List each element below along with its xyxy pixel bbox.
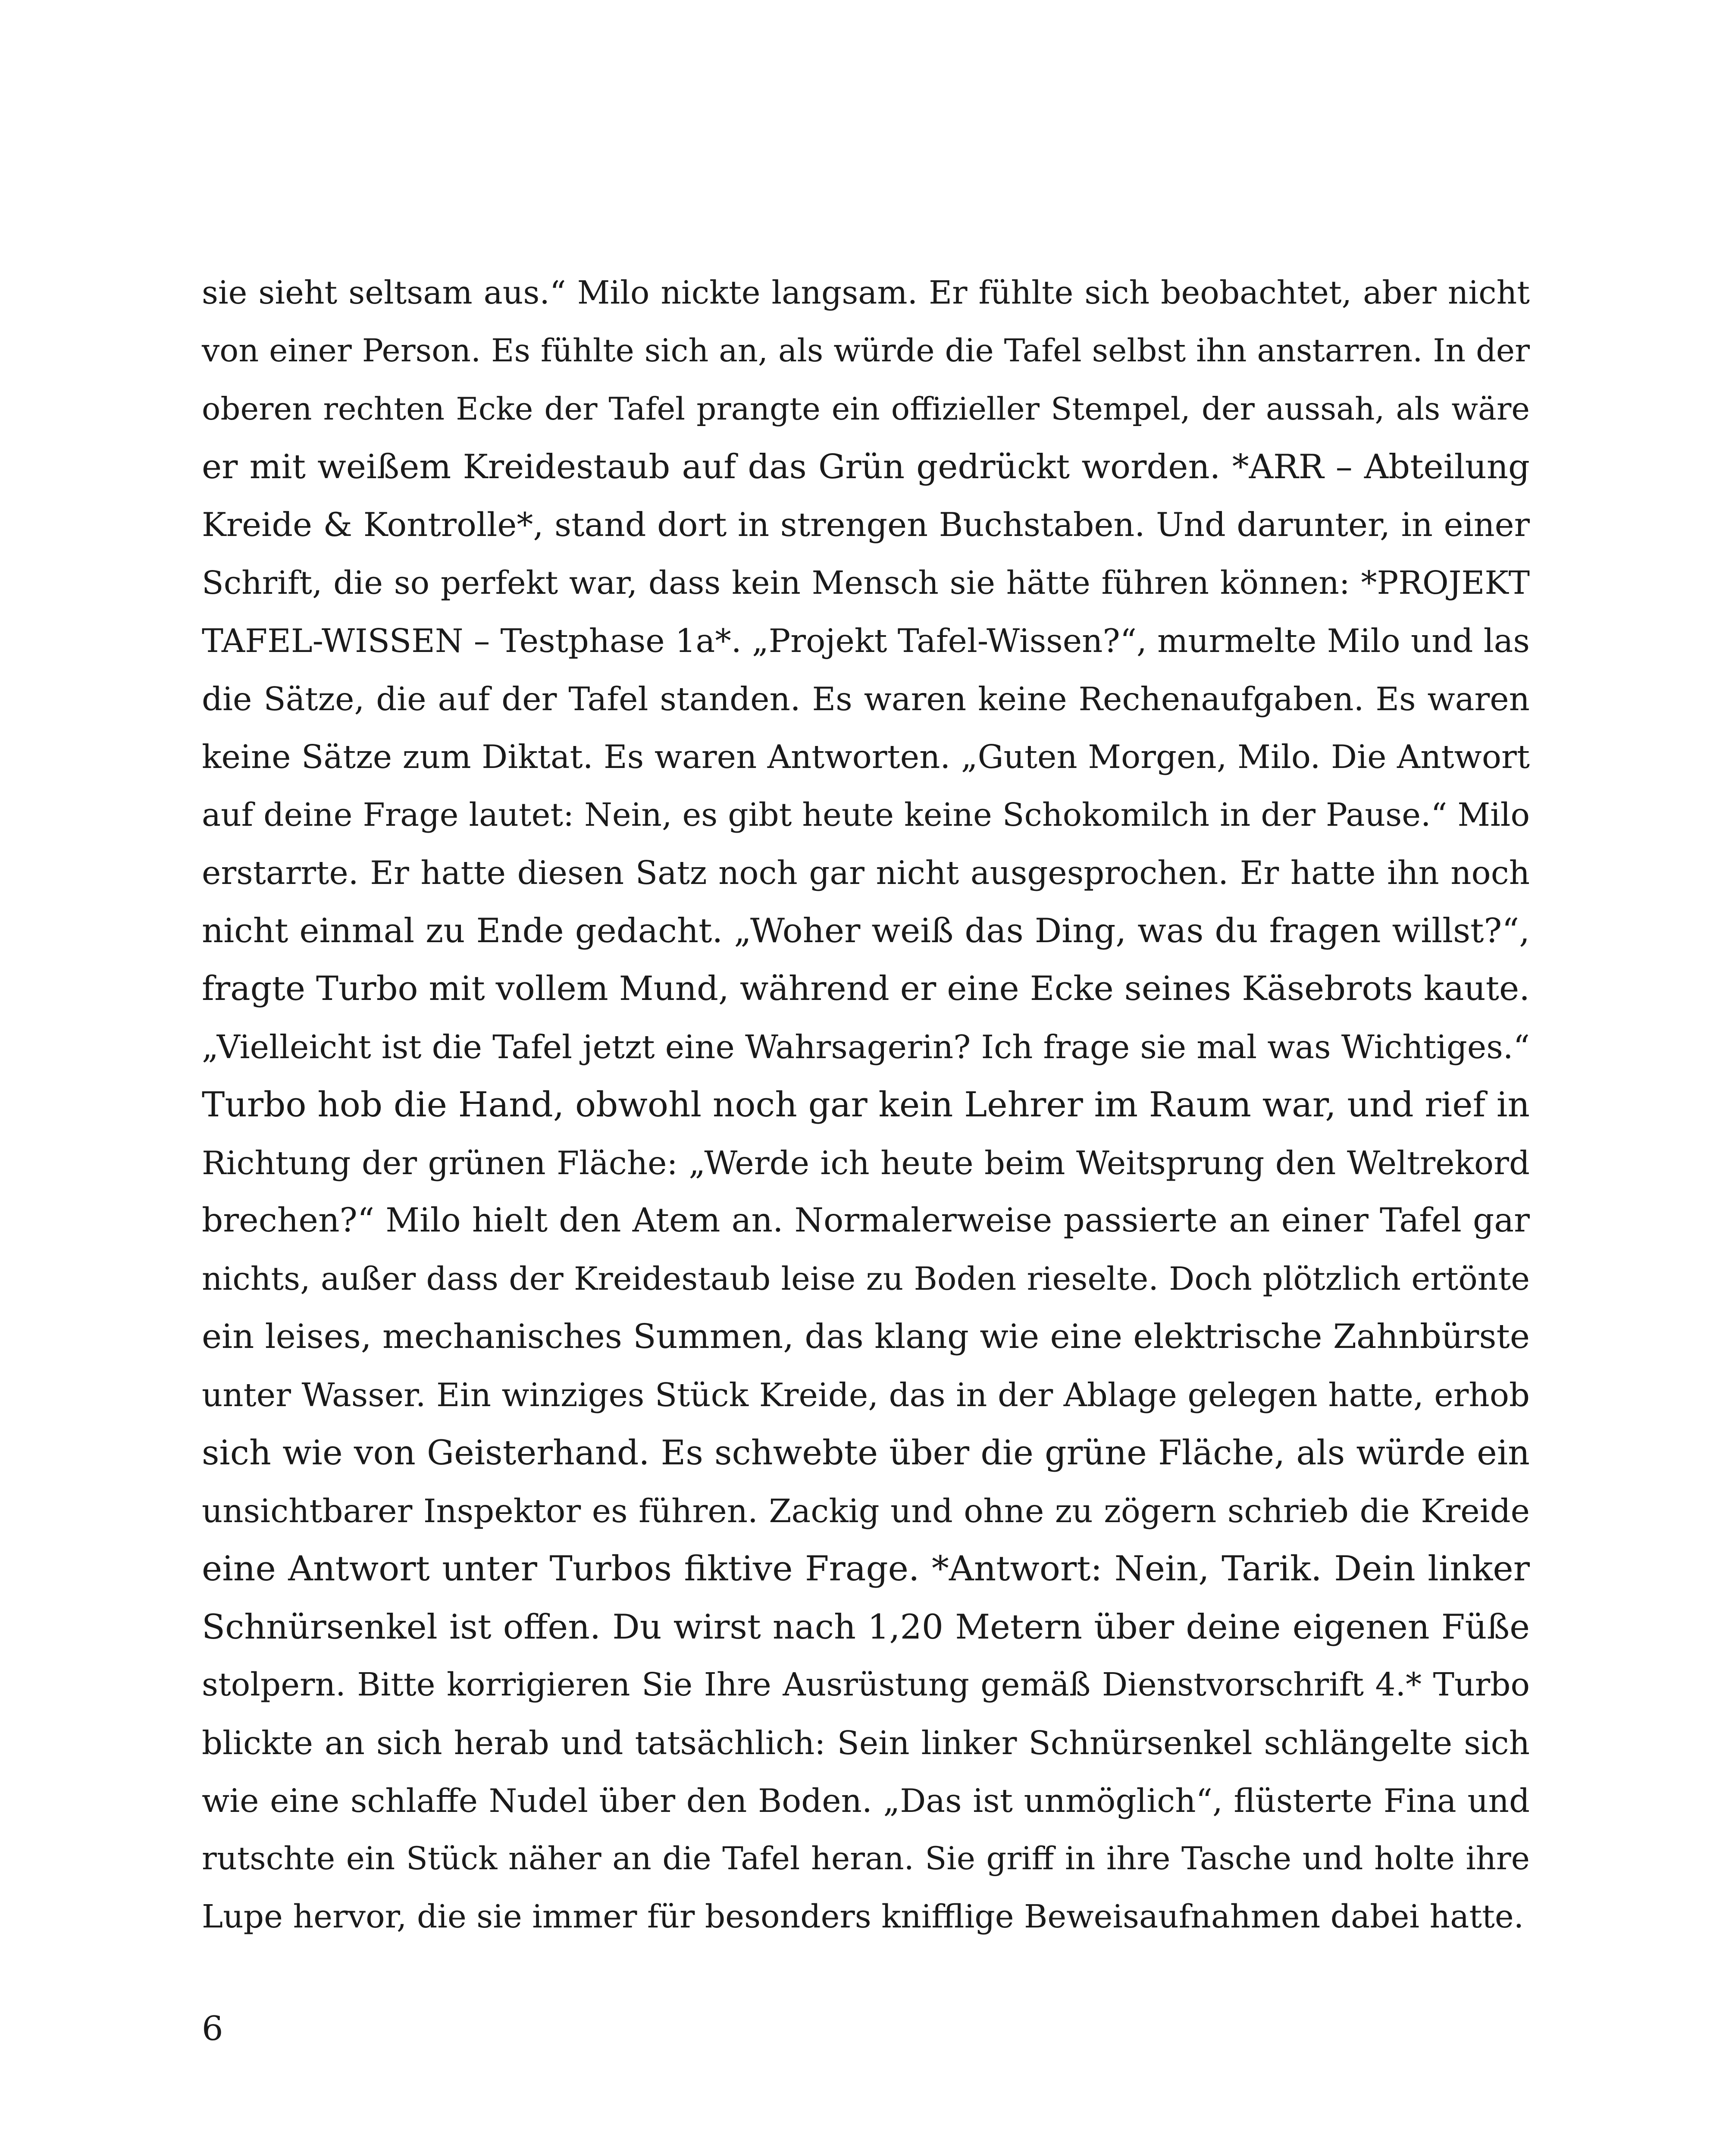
text-line: brechen?“ Milo hielt den Atem an. Normalerweise passierte an einer Tafel gar xyxy=(202,1201,1530,1240)
page-number: 6 xyxy=(202,2009,223,2048)
text-line: TAFEL-WISSEN – Testphase 1a*. „Projekt Tafel-Wissen?“, murmelte Milo und las xyxy=(202,622,1530,660)
text-line: Richtung der grünen Fläche: „Werde ich heute beim Weitsprung den Weltrekord xyxy=(202,1144,1530,1182)
text-line: die Sätze, die auf der Tafel standen. Es waren keine Rechenaufgaben. Es waren xyxy=(202,680,1530,718)
text-line: Lupe hervor, die sie immer für besonders knifflige Beweisaufnahmen dabei hatte. xyxy=(202,1898,1524,1935)
text-line: rutschte ein Stück näher an die Tafel heran. Sie griff in ihre Tasche und holte ihre xyxy=(202,1840,1530,1877)
text-line: fragte Turbo mit vollem Mund, während er eine Ecke seines Käsebrots kaute. xyxy=(202,969,1530,1008)
text-line: nichts, außer dass der Kreidestaub leise zu Boden rieselte. Doch plötzlich ertönte xyxy=(202,1260,1530,1297)
text-line: sie sieht seltsam aus.“ Milo nickte langsam. Er fühlte sich beobachtet, aber nicht xyxy=(202,274,1530,311)
text-line: ein leises, mechanisches Summen, das klang wie eine elektrische Zahnbürste xyxy=(202,1317,1530,1356)
text-line: er mit weißem Kreidestaub auf das Grün gedrückt worden. *ARR – Abteilung xyxy=(202,447,1530,486)
text-line: nicht einmal zu Ende gedacht. „Woher weiß das Ding, was du fragen willst?“, xyxy=(202,911,1530,950)
text-line: Schnürsenkel ist offen. Du wirst nach 1,20 Metern über deine eigenen Füße xyxy=(202,1607,1530,1647)
text-line: Schrift, die so perfekt war, dass kein Mensch sie hätte führen können: *PROJEKT xyxy=(202,564,1530,602)
text-line: wie eine schlaffe Nudel über den Boden. „Das ist unmöglich“, flüsterte Fina und xyxy=(202,1782,1530,1820)
text-line: von einer Person. Es fühlte sich an, als würde die Tafel selbst ihn anstarren. In der xyxy=(202,332,1530,369)
text-line: erstarrte. Er hatte diesen Satz noch gar nicht ausgesprochen. Er hatte ihn noch xyxy=(202,854,1530,892)
text-line: unsichtbarer Inspektor es führen. Zackig und ohne zu zögern schrieb die Kreide xyxy=(202,1492,1530,1530)
text-line: auf deine Frage lautet: Nein, es gibt heute keine Schokomilch in der Pause.“ Milo xyxy=(202,796,1530,834)
text-line: Turbo hob die Hand, obwohl noch gar kein Lehrer im Raum war, und rief in xyxy=(202,1084,1530,1125)
text-line: sich wie von Geisterhand. Es schwebte über die grüne Fläche, als würde ein xyxy=(202,1433,1530,1473)
text-line: unter Wasser. Ein winziges Stück Kreide, das in der Ablage gelegen hatte, erhob xyxy=(202,1376,1530,1414)
body-text xyxy=(202,264,1530,1946)
text-line: eine Antwort unter Turbos fiktive Frage. *Antwort: Nein, Tarik. Dein linker xyxy=(202,1548,1530,1589)
text-line: oberen rechten Ecke der Tafel prangte ein offizieller Stempel, der aussah, als wäre xyxy=(202,391,1530,427)
text-line: keine Sätze zum Diktat. Es waren Antworten. „Guten Morgen, Milo. Die Antwort xyxy=(202,738,1530,776)
text-line: „Vielleicht ist die Tafel jetzt eine Wahrsagerin? Ich frage sie mal was Wichtiges.“ xyxy=(202,1028,1530,1066)
text-line: blickte an sich herab und tatsächlich: Sein linker Schnürsenkel schlängelte sich xyxy=(202,1724,1530,1762)
text-line: Kreide & Kontrolle*, stand dort in strengen Buchstaben. Und darunter, in einer xyxy=(202,505,1530,544)
text-line: stolpern. Bitte korrigieren Sie Ihre Ausrüstung gemäß Dienstvorschrift 4.* Turbo xyxy=(202,1666,1530,1703)
